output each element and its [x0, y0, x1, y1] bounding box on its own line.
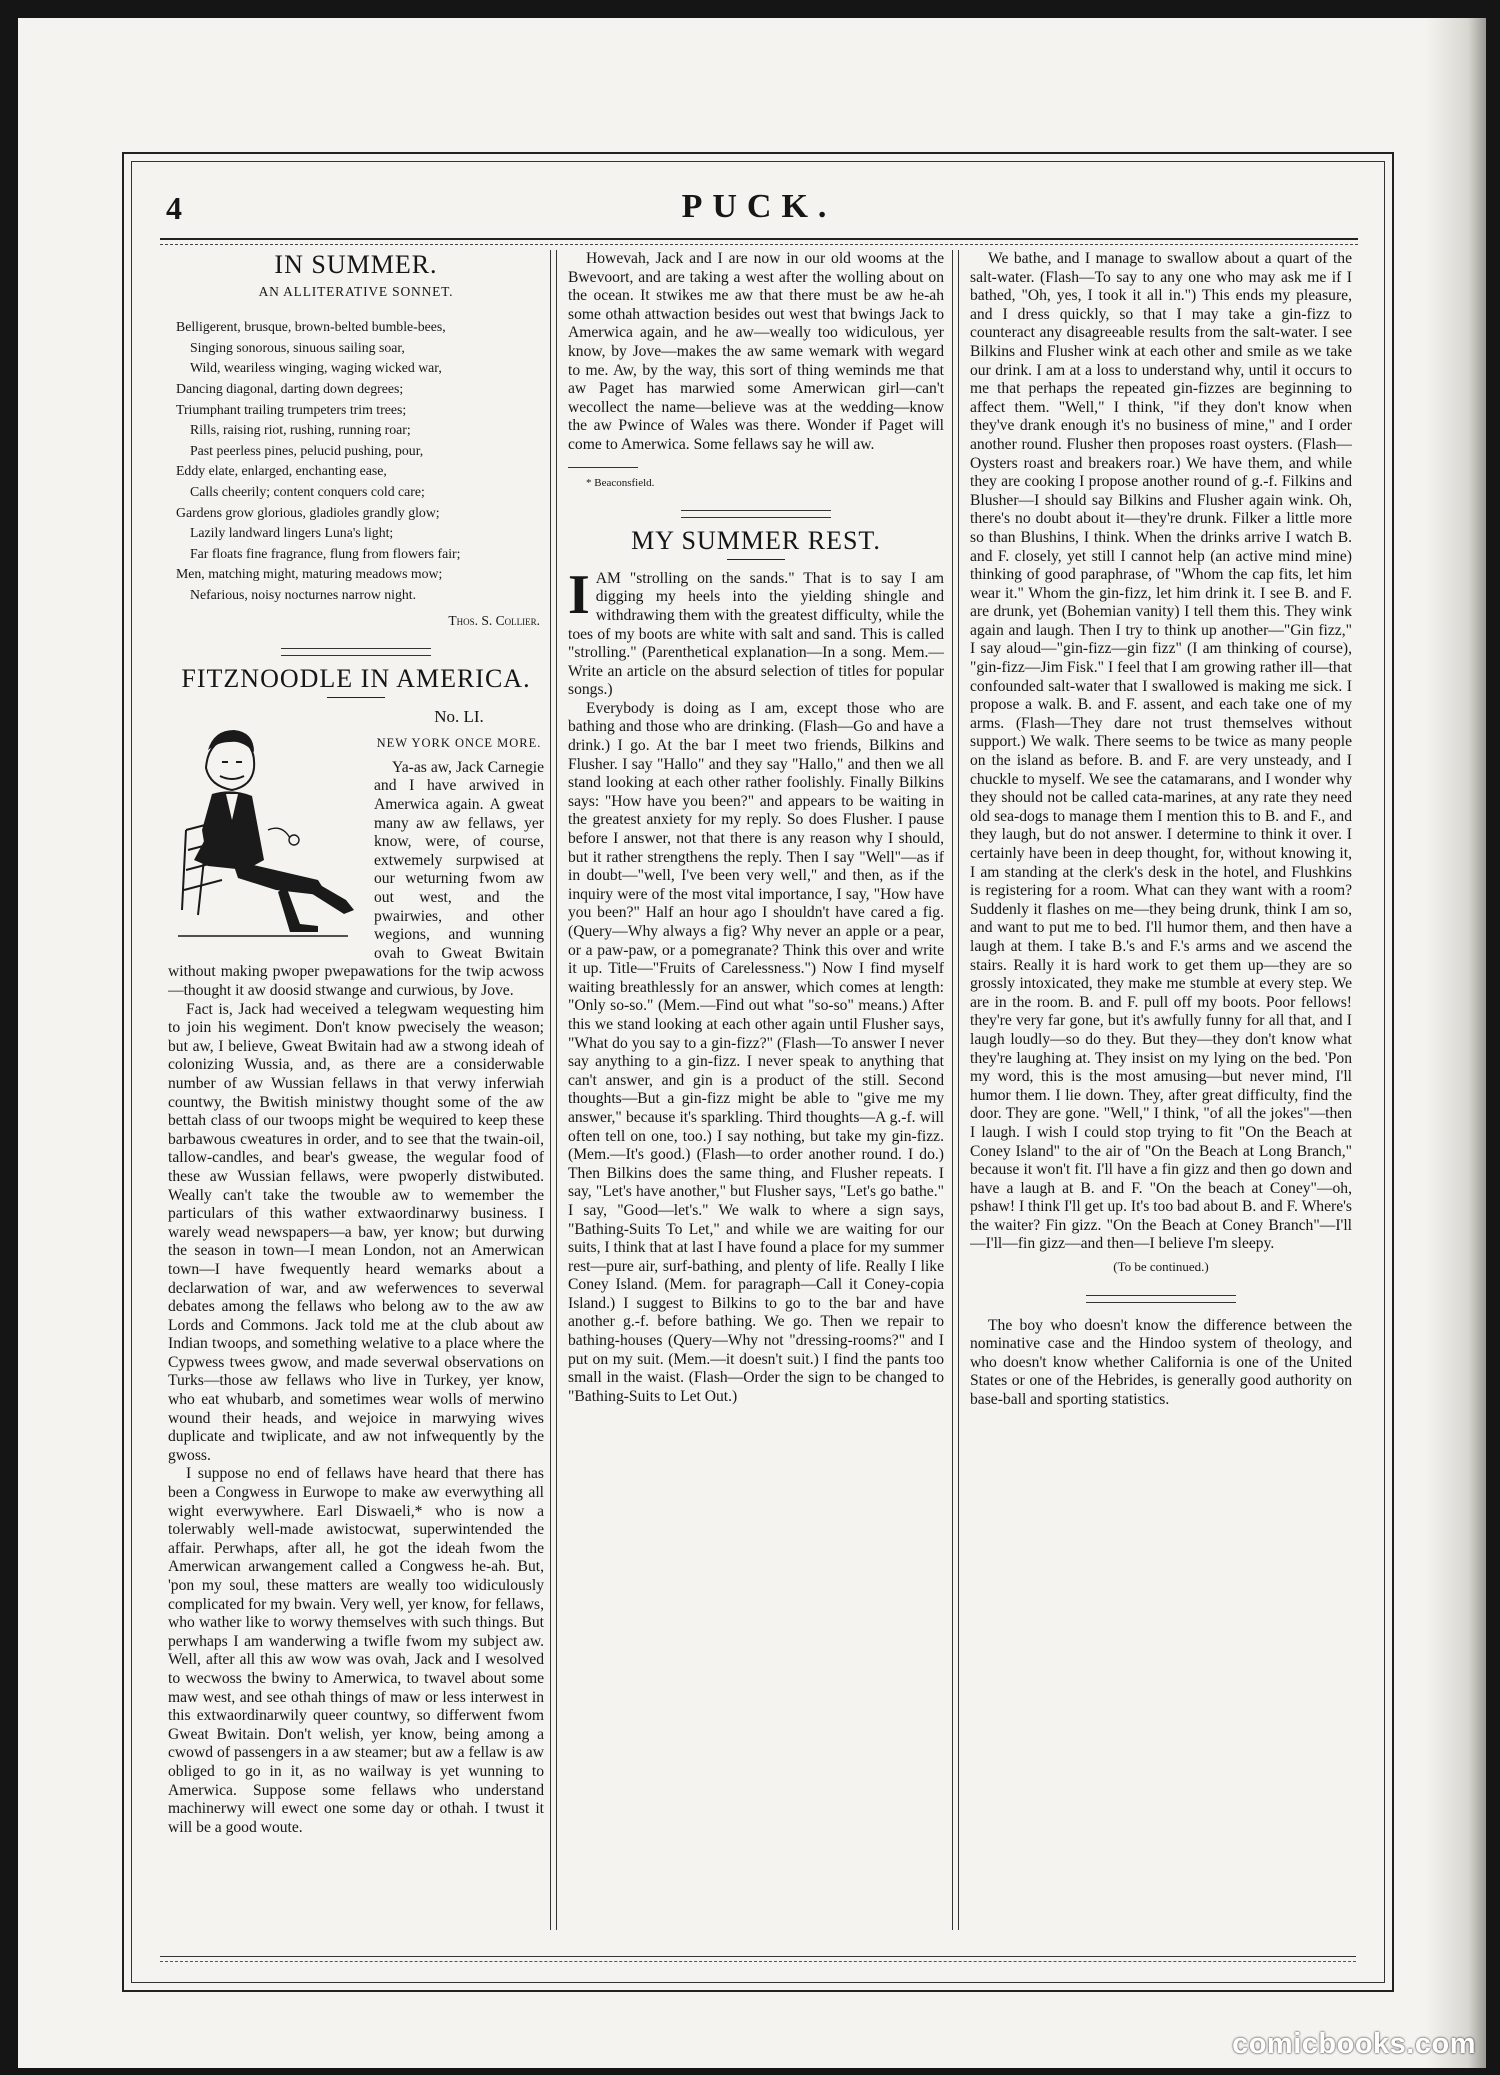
- column-1: [168, 250, 544, 1930]
- column-rule-1: [550, 250, 557, 1930]
- footnote: * Beaconsfield.: [586, 476, 655, 489]
- sonnet: [176, 317, 544, 605]
- footnote-rule: [568, 467, 638, 468]
- watermark: comicbooks.com: [1232, 2028, 1476, 2060]
- sonnet-line: Wild, weariless winging, waging wicked war,: [190, 360, 442, 376]
- page-frame: [122, 152, 1394, 1992]
- article-text: AM "strolling on the sands." That is to say I am digging my heels into the yielding shingle and withdrawing them with the greatest difficulty, while the toes of my boots are white with salt and sand. This is called "strolling." (Parenthetical explanation—In a song. Mem.—Write an article on the absurd selection of titles for popular songs.): [568, 569, 944, 699]
- installment-number: No. LI.: [434, 706, 484, 726]
- section-separator: [281, 648, 431, 656]
- sonnet-line: Belligerent, brusque, brown-belted bumble-bees,: [176, 319, 446, 335]
- page-number: 4: [166, 190, 182, 226]
- drop-cap: I: [568, 563, 590, 626]
- article-paragraph: [568, 563, 944, 700]
- sonnet-line: Far floats fine fragrance, flung from flowers fair;: [190, 545, 461, 561]
- in-summer-subtitle: AN ALLITERATIVE SONNET.: [258, 283, 454, 299]
- sonnet-line: Dancing diagonal, darting down degrees;: [176, 380, 404, 396]
- title-rule: [327, 697, 385, 698]
- sonnet-line: Nefarious, noisy nocturnes narrow night.: [190, 586, 417, 602]
- page-gutter: [1426, 18, 1486, 2068]
- page-header: [166, 190, 1352, 230]
- summer-rest-title: MY SUMMER REST.: [631, 526, 881, 556]
- dateline: NEW YORK ONCE MORE.: [376, 736, 542, 751]
- header-rule: [160, 238, 1358, 245]
- sonnet-line: Past peerless pines, pelucid pushing, pour,: [190, 442, 424, 458]
- sonnet-line: Rills, raising riot, rushing, running roar;: [190, 422, 411, 438]
- seated-gentleman-illustration: [168, 710, 364, 942]
- article-paragraph: Fact is, Jack had weceived a telegwam wequesting him to join his wegiment. Don't know pwecisely the weason; but aw, I believe, Gweat Bwitain had aw a stwong ideah of colonizing Wussia, and, as there are a considerwable number of aw Wussian fellaws in that verwy inferwiah countwy, the Bwitish ministwy thought some of the aw bettah class of our twoops might be wequired to keep these barbawous cweatures in order, and to see that the twain-oil, tallow-candles, and bear's gwease, the wegular food of these aw Wussian fellaws, were pwoperly distwibuted. Weally can't take the twouble aw to wemember the particulars of this wather extwaordinarwy business. I warely wead newspapers—a baw, yer know; but durwing the season in town—I mean London, not an Amerwican town—I have fwequently heard wemarks about a declarwation of war, and aw weferwences to severwal debates among the fellaws who belong aw to the aw aw Lords and Commons. Jack told me at the club about aw Indian twoops, and something welative to a place where the Cypwess twees gwow, and made severwal observations on Turks—those aw fellaws who live in Turkey, yer know, who eat whubarb, and sometimes wear wolls of merwino wound their heads, and wejoice in marwying wives duplicate and twiplicate, and aw not infwequently by the gwoss.: [168, 1000, 544, 1464]
- footer-rule: [160, 1956, 1356, 1962]
- article-paragraph: We bathe, and I manage to swallow about a quart of the salt-water. (Flash—To say to any one who may ask me if I bathed, "Oh, yes, I took it all in.") This ends my pleasure, and I dress quickly, so that I may take a gin-fizz to counteract any disagreeable results from the salt-water. I see Bilkins and Flusher wink at each other and smile as we take our drink. I am at a loss to understand why, until it occurs to me that perhaps the repeated gin-fizzes are beginning to affect them. "Well," I think, "if they don't know when they've drank enough it's no business of mine," and I order another round. Flusher then proposes roast oysters. (Flash—Oysters roast and breakers roar.) We have them, and while they are cooking I propose another round of g.-f. Filkins and Blusher—I should say Bilkins and Flusher again wink. Oh, there's no doubt about it—they're drunk. Filker a little more so than Blushins, I think. When the drinks arrive I watch B. and F. closely, yet still I cannot help (an active mind mine) thinking of good paraphrase, of "Whom the cap fits, let him wear it." Whom the gin-fizz, let him drink it. I see B. and F. are drunk, yet (Bohemian vanity) I tell them this. They wink again and laugh. Then I try to think up another—"Gin fizz," I say aloud—"gin-fizz—gin fizz" (I am thinking of course), "gin-fizz—Jim Fisk." I feel that I am growing rather ill—that confounded salt-water that I swallowed is making me sick. I propose a walk. B. and F. assent, and each take one of my arms. (Flash—They dare not trust themselves without support.) We walk. There seems to be twice as many people on the island as before. B. and F. are very unsteady, and I chuckle to myself. We see the catamarans, and I wonder why they should not be called cata-marines, at any rate they need old sea-dogs to manage them I mention this to B. and F., and they laugh, but do not answer. I determine to think it over. I certainly have been in deep thought, for, without knowing it, I am standing at the clerk's desk in the hotel, and Flushkins is registering for a room. What can they want with a room? Suddenly it flashes on me—they being drunk, think I am so, and want to put me to bed. I'll humor them, and then have a laugh at them. I take B.'s and F.'s arms and we ascend the stairs. Really it is hard work to get them up—they are so grossly intoxicated, they make me stumble at every step. We are in the room. B. and F. pull off my boots. Poor fellows! they're very far gone, but it's awfully funny for all that, and I laugh loudly—so do they. But they—they don't know what they're laughing at. They insist on my lying on the bed. 'Pon my word, this is the most amusing—but never mind, I'll humor them. I lie down. They, after great difficulty, find the door. They are gone. "Well," I think, "of all the jokes"—then I laugh. I wish I could stop trying to fit "On the Beach at Coney Island" to the air of "On the Beach at Long Branch," because it won't fit. I'll have a fin gizz and then go down and have a laugh at B. and F. "On the beach at Coney"—oh, pshaw! I think I'll get up. It's too bad about B. and F. Where's the waiter? Fin gizz. "On the Beach at Coney Branch"—I'll—I'll—fin gizz—and then—I believe I'm sleepy.: [970, 250, 1352, 1253]
- fitznoodle-title: FITZNOODLE IN AMERICA.: [181, 664, 531, 694]
- sonnet-line: Eddy elate, enlarged, enchanting ease,: [176, 463, 387, 479]
- in-summer-title: IN SUMMER.: [274, 250, 438, 279]
- column-2: [568, 250, 944, 1930]
- article-paragraph: Ya-as aw, Jack Carnegie and I have arwived in Amerwica again. A gweat many aw aw fellaws, yer know, were, of course, extwemely surpwised at our weturning fwom aw out west, and the pwairwies, and other wegions, and wunning ovah to Gweat Bwitain without making pwoper pwepawations for the twip acwoss—thought it aw doosid stwange and curwious, by Jove.: [168, 758, 544, 999]
- title-rule: [727, 559, 785, 560]
- sonnet-author: Thos. S. Collier.: [448, 612, 540, 628]
- sonnet-line: Triumphant trailing trumpeters trim trees;: [176, 401, 407, 417]
- article-paragraph: Howevah, Jack and I are now in our old wooms at the Bwevoort, and are taking a west after the wolling about on the ocean. It stwikes me aw that there must be aw he-ah some othah attwaction besides out west that bwings Jack to Amerwica again, and he aw—weally too widiculous, yer know, by Jove—makes the aw same wemark with wegard to me. Aw, by the way, this sort of thing weminds me that aw Paget has marwied some Amerwican girl—can't wecollect the name—believe was at the wedding—know the aw Pwince of Wales was there. Wonder if Paget will come to Amerwica. Some fellaws say he will aw.: [568, 250, 944, 453]
- sonnet-line: Calls cheerily; content conquers cold care;: [190, 483, 425, 499]
- continued-notice: (To be continued.): [1113, 1259, 1209, 1275]
- fitznoodle-illustration: [168, 710, 364, 942]
- column-3: [970, 250, 1352, 1930]
- sonnet-line: Lazily landward lingers Luna's light;: [190, 525, 394, 541]
- masthead: PUCK.: [681, 188, 837, 225]
- sonnet-line: Gardens grow glorious, gladioles grandly glow;: [176, 504, 440, 520]
- sonnet-line: Men, matching might, maturing meadows mow;: [176, 566, 443, 582]
- column-rule-2: [952, 250, 959, 1930]
- section-separator: [681, 510, 831, 518]
- newspaper-page: [18, 18, 1486, 2068]
- closing-paragraph: The boy who doesn't know the difference between the nominative case and the Hindoo system of theology, and who doesn't know whether California is one of the United States or one of the Hebrides, is generally good authority on base-ball and sporting statistics.: [970, 1316, 1352, 1409]
- article-paragraph: I suppose no end of fellaws have heard that there has been a Congwess in Eurwope to make aw everwything all wight everwywhere. Earl Diswaeli,* who is now a tolerwably well-made awistocwat, superwintended the affair. Perwhaps, after all, he got the ideah fwom the Amerwican arwangement called a Congwess he-ah. But, 'pon my soul, these matters are weally too widiculously complicated for my bwain. Very well, yer know, for fellaws, who wather like to worwy themselves with such things. But perwhaps I am wanderwing a twifle fwom my subject aw. Well, after all this aw wow was ovah, Jack and I wesolved to wecwoss the bwiny to Amerwica, to twavel about some maw west, and see othah things of maw or less interwest in this extwaordinarwily queer countwy, so differwent fwom Gweat Bwitain. Don't welish, yer know, being among a cwowd of passengers in a aw steamer; but aw a fellaw is aw obliged to go in it, as no wailway is yet wunning to Amerwica. Suppose some fellaws who understand machinerwy will ewect one some day or othah. I twust it will be a good woute.: [168, 1465, 544, 1836]
- sonnet-line: Singing sonorous, sinuous sailing soar,: [190, 339, 405, 355]
- section-separator: [1086, 1295, 1236, 1303]
- article-paragraph: Everybody is doing as I am, except those who are bathing and those who are drinking. (Flash—Go and have a drink.) I go. At the bar I meet two friends, Bilkins and Flusher. I say "Hallo" and they say "Hallo," and then we all stand looking at each other rather foolishly. Finally Bilkins says: "How have you been?" and appears to be waiting in the greatest anxiety for my reply. So does Flusher. I pause before I answer, not that there is any reason why I should, but it rather strengthens the reply. Then I say "Well"—as if in doubt—"well, I've been very well," and then, as if the inquiry were of the most vital importance, I say, "How have you been?" Half an hour ago I shouldn't have cared a fig. (Query—Why always a fig? Why never an apple or a pear, or a paw-paw, or a pomegranate? Think this over and write it up. Title—"Fruits of Carelessness.") Now I find myself waiting breathlessly for an answer, which comes at length: "Only so-so." (Mem.—Find out what "so-so" means.) After this we stand looking at each other again until Flusher says, "What do you say to a gin-fizz?" (Flash—To answer I never say anything to a gin-fizz. I never speak to anything that can't answer, and gin is a product of the still. Second thoughts—But a gin-fizz might be able to "give me my answer," because it's sparkling. Third thoughts—A g.-f. will often tell on one, too.) I say nothing, but take my gin-fizz. (Mem.—It's good.) (Flash—to order another round. I do.) Then Bilkins does the same thing, and Flusher repeats. I say, "Let's have another," but Flusher says, "Let's go bathe." I say, "Good—let's." We walk to where a sign says, "Bathing-Suits To Let," and while we are waiting for our suits, I think that at last I have found a place for my summer rest—pure air, surf-bathing, and plenty of life. Really I like Coney Island. (Mem. for paragraph—Call it Coney-copia Island.) I suggest to Bilkins to go to the bar and have another g.-f. before bathing. We go. Then we repair to bathing-houses (Query—Why not "dressing-rooms?" and I put on my suit. (Mem.—it doesn't suit.) I find the pants too small in the waist. (Flash—Order the sign to be changed to "Bathing-Suits to Let Out.): [568, 699, 944, 1405]
